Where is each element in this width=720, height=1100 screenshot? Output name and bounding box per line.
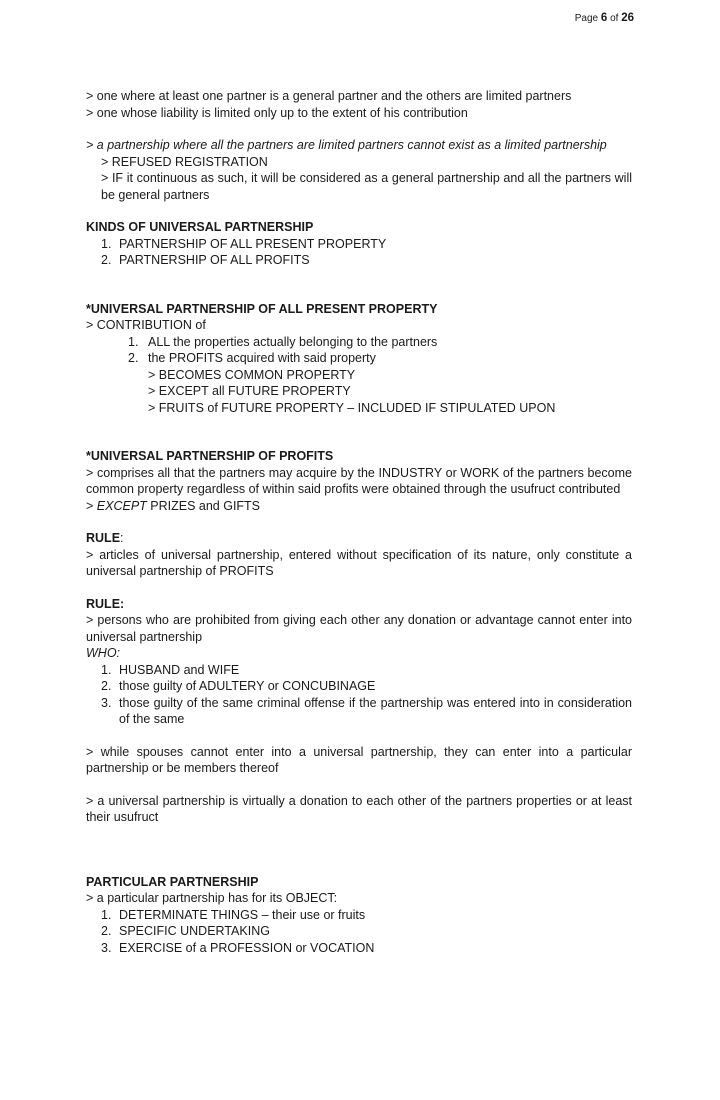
list-item: 1. ALL the properties actually belonging to the partners <box>128 334 438 349</box>
contribution-line: > CONTRIBUTION of <box>86 318 206 332</box>
profits-heading: *UNIVERSAL PARTNERSHIP OF PROFITS <box>86 449 334 463</box>
list-item: 3. those guilty of the same criminal offense if the partnership was entered into in consideration of the same <box>101 695 632 726</box>
list-item: 2. SPECIFIC UNDERTAKING <box>101 924 270 938</box>
list-item: 1. PARTNERSHIP OF ALL PRESENT PROPERTY <box>101 236 387 251</box>
list-item: 1. HUSBAND and WIFE <box>101 662 240 677</box>
who-list <box>86 662 632 728</box>
rule-2-body: > persons who are prohibited from giving each other any donation or advantage cannot enter into universal partnership <box>86 613 632 644</box>
rule-1-body: > articles of universal partnership, entered without specification of its nature, only constitute a universal partnership of PROFITS <box>86 547 632 578</box>
who-label: WHO: <box>86 646 121 660</box>
list-item: 2. the PROFITS acquired with said property <box>128 351 376 365</box>
rule-2-heading: RULE: <box>86 596 125 611</box>
intro-line-2: > one whose liability is limited only up to the extent of his contribution <box>86 105 468 120</box>
list-item: 3. EXERCISE of a PROFESSION or VOCATION <box>101 940 375 955</box>
particular-intro: > a particular partnership has for its OBJECT: <box>86 891 338 905</box>
continuous-note: > IF it continuous as such, it will be considered as a general partnership and all the partners will be general partners <box>101 171 632 202</box>
limited-only-note: > a partnership where all the partners are limited partners cannot exist as a limited partnership <box>86 138 607 152</box>
spouses-note: > while spouses cannot enter into a universal partnership, they can enter into a particular partnership or be members thereof <box>86 744 632 775</box>
refused-registration: > REFUSED REGISTRATION <box>101 154 268 169</box>
contribution-list <box>86 334 632 367</box>
list-item: 2. PARTNERSHIP OF ALL PROFITS <box>101 253 310 267</box>
sub-line: > FRUITS of FUTURE PROPERTY – INCLUDED IF STIPULATED UPON <box>148 400 556 415</box>
particular-heading: PARTICULAR PARTNERSHIP <box>86 874 259 889</box>
intro-line-1: > one where at least one partner is a general partner and the others are limited partners <box>86 89 572 103</box>
list-item: 2. those guilty of ADULTERY or CONCUBINAGE <box>101 679 376 693</box>
particular-list <box>86 907 632 957</box>
page-number: Page 6 of 26 <box>574 12 634 24</box>
rule-1-heading: RULE: <box>86 531 124 545</box>
profits-body: > comprises all that the partners may acquire by the INDUSTRY or WORK of the partners become common property regardless of within said profits were obtained through the usufruct contributed <box>86 465 632 496</box>
sub-line: > BECOMES COMMON PROPERTY <box>148 367 356 382</box>
document-body <box>86 88 632 956</box>
kinds-list <box>86 236 632 269</box>
all-present-heading: *UNIVERSAL PARTNERSHIP OF ALL PRESENT PROPERTY <box>86 301 438 316</box>
profits-except: > EXCEPT PRIZES and GIFTS <box>86 498 261 513</box>
sub-line: > EXCEPT all FUTURE PROPERTY <box>148 384 351 398</box>
kinds-heading: KINDS OF UNIVERSAL PARTNERSHIP <box>86 220 314 234</box>
list-item: 1. DETERMINATE THINGS – their use or fruits <box>101 907 366 922</box>
donation-note: > a universal partnership is virtually a donation to each other of the partners properties or at least their usufruct <box>86 793 632 824</box>
